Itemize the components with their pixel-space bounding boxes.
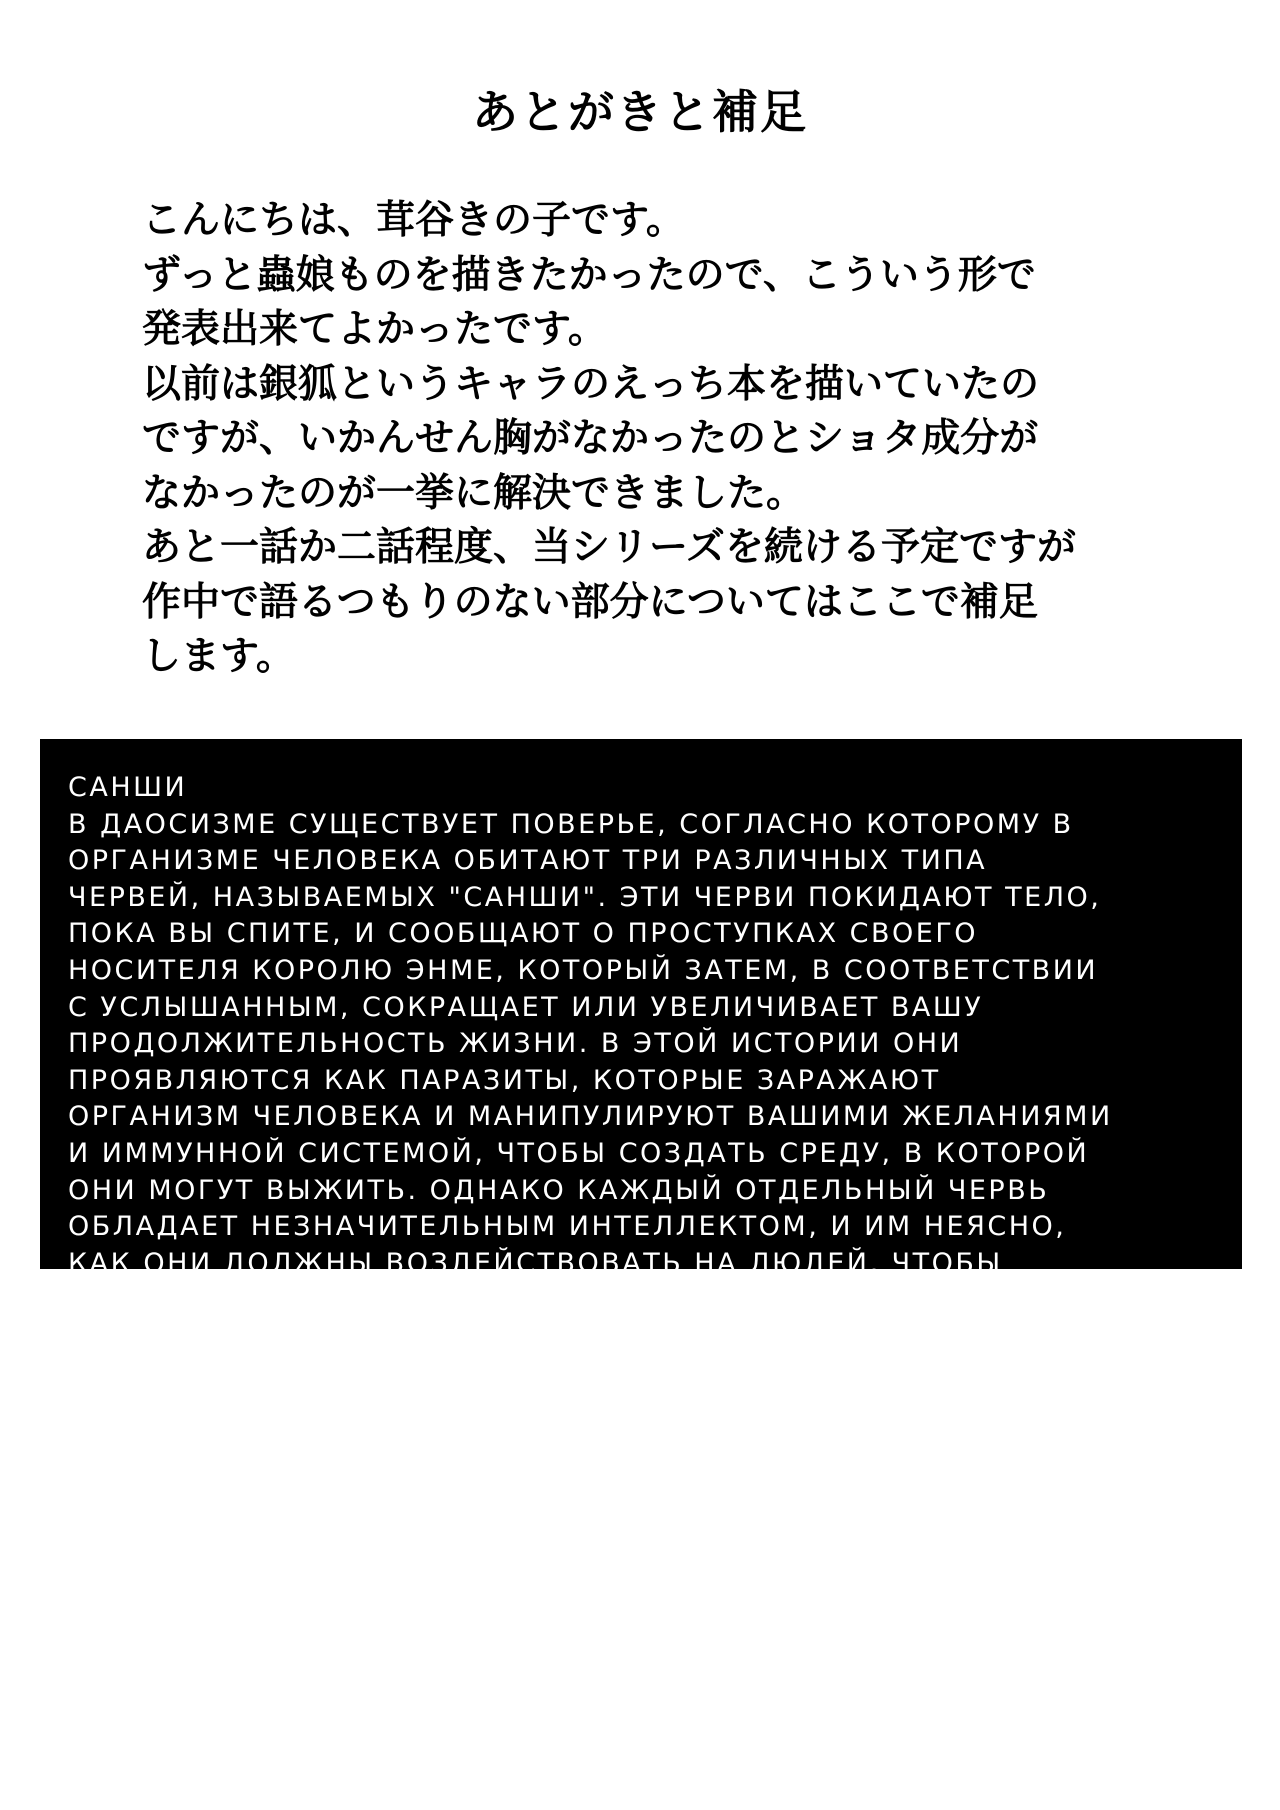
translation-note-line: ЧТОБЫ ВОЗДЕЙСТВОВАТЬ НА ДРУГИХ СЕНШИ В ОКРУГЕ.	[68, 1394, 983, 1426]
afterword-line: こんにちは、茸谷きの子です。	[142, 197, 685, 243]
translation-note-line: НОСИТЕЛЯ КОРОЛЮ ЭНМЕ, КОТОРЫЙ ЗАТЕМ, В СООТВЕТСТВИИ	[68, 954, 1099, 986]
translation-note-text	[68, 770, 1228, 1612]
translation-note-line: БЫЛИ ОТЛОЖЕНЫ ЯЙЦА.	[68, 1577, 473, 1609]
translation-note-heading: САНШИ	[68, 772, 188, 803]
translation-note-line: ЧЕРВЕЙ, НАЗЫВАЕМЫХ "САНШИ". ЭТИ ЧЕРВИ ПОКИДАЮТ ТЕЛО,	[68, 881, 1102, 913]
afterword-line: します。	[142, 633, 295, 679]
translation-note-line: ОРГАНИЗМЕ ЧЕЛОВЕКА ОБИТАЮТ ТРИ РАЗЛИЧНЫХ ТИПА	[68, 845, 988, 877]
translation-note-panel	[40, 739, 1242, 1609]
afterword-line: なかったのが一挙に解決できました。	[142, 469, 806, 516]
translation-note-line: ОРГАНИЗМ ЧЕЛОВЕКА И МАНИПУЛИРУЮТ ВАШИМИ ЖЕЛАНИЯМИ	[68, 1101, 1113, 1133]
translation-note-line: КОРОЛЕВА. ОНА ПОГЛОЩАЕТ ЧЕЛОВЕЧЕСКИЕ ГЕНЫ, ЧТОБЫ	[68, 1320, 1042, 1352]
translation-note-line: КОРОЛЕВА МОЖЕТ НАСЛЕДОВАТЬ ВОСПОМИНАНИЯ ОТ	[68, 1430, 956, 1462]
afterword-line: 以前は銀狐というキャラのえっち本を描いていたの	[142, 360, 1040, 407]
translation-note-line: ПРИОБРЕСТИ ИНТЕЛЛЕКТ, А ЗАТЕМ ИСПОЛЬЗУЕТ ФЕРОМОНЫ,	[68, 1357, 1071, 1389]
page-title: あとがきと補足	[472, 85, 808, 139]
translation-note-line: КАК ОНИ ДОЛЖНЫ ВОЗДЕЙСТВОВАТЬ НА ЛЮДЕЙ, ЧТОБЫ	[68, 1247, 1003, 1279]
translation-note-line: ПРИНЕСТИ ПОЛЬЗУ СЕБЕ. ВОТ ТУТ-ТО И ВСТУПАЕТ В ИГРУ	[68, 1284, 1010, 1316]
translation-note-line: ЕЙ ПОЛЕЗНЫ. НО ТАКЖЕ МОЖЕТ УНАСЛЕДОВАТЬ	[68, 1503, 870, 1535]
translation-note-line: И ИММУННОЙ СИСТЕМОЙ, ЧТОБЫ СОЗДАТЬ СРЕДУ, В КОТОРОЙ	[68, 1137, 1090, 1169]
afterword-line: あと一話か二話程度、当シリーズを続ける予定ですが	[142, 524, 1077, 570]
translation-note-line: ВОСПОМИНАНИЯ ЧЕЛОВЕКА МУЖСКОГО ПОЛА, В КОТОРОГО	[68, 1540, 1048, 1572]
afterword-line: ですが、いかんせん胸がなかったのとショタ成分が	[142, 415, 1039, 461]
afterword-line: ずっと蟲娘ものを描きたかったので、こういう形で	[142, 251, 1036, 298]
translation-note-line: СВОЕГО ПРЕДКА, ОДНАКО МОЖЕТ ВЫБИРАТЬ КАКИЕ ИМЕННО	[68, 1467, 1073, 1499]
translation-note-line: ПРОДОЛЖИТЕЛЬНОСТЬ ЖИЗНИ. В ЭТОЙ ИСТОРИИ ОНИ	[68, 1028, 963, 1060]
translation-note-line: ОНИ МОГУТ ВЫЖИТЬ. ОДНАКО КАЖДЫЙ ОТДЕЛЬНЫЙ ЧЕРВЬ	[68, 1174, 1050, 1206]
translation-note-line: ОБЛАДАЕТ НЕЗНАЧИТЕЛЬНЫМ ИНТЕЛЛЕКТОМ, И ИМ НЕЯСНО,	[68, 1211, 1067, 1243]
afterword-line: 発表出来てよかったです。	[142, 306, 607, 352]
translation-note-line: ПРОЯВЛЯЮТСЯ КАК ПАРАЗИТЫ, КОТОРЫЕ ЗАРАЖАЮТ	[68, 1064, 941, 1096]
translation-note-line: В ДАОСИЗМЕ СУЩЕСТВУЕТ ПОВЕРЬЕ, СОГЛАСНО КОТОРОМУ В	[68, 808, 1074, 840]
afterword-text	[142, 193, 1162, 684]
translation-note-line: ПОКА ВЫ СПИТЕ, И СООБЩАЮТ О ПРОСТУПКАХ СВОЕГО	[68, 918, 979, 950]
afterword-line: 作中で語るつもりのない部分についてはここで補足	[142, 578, 1038, 625]
translation-note-line: С УСЛЫШАННЫМ, СОКРАЩАЕТ ИЛИ УВЕЛИЧИВАЕТ ВАШУ	[68, 991, 984, 1023]
